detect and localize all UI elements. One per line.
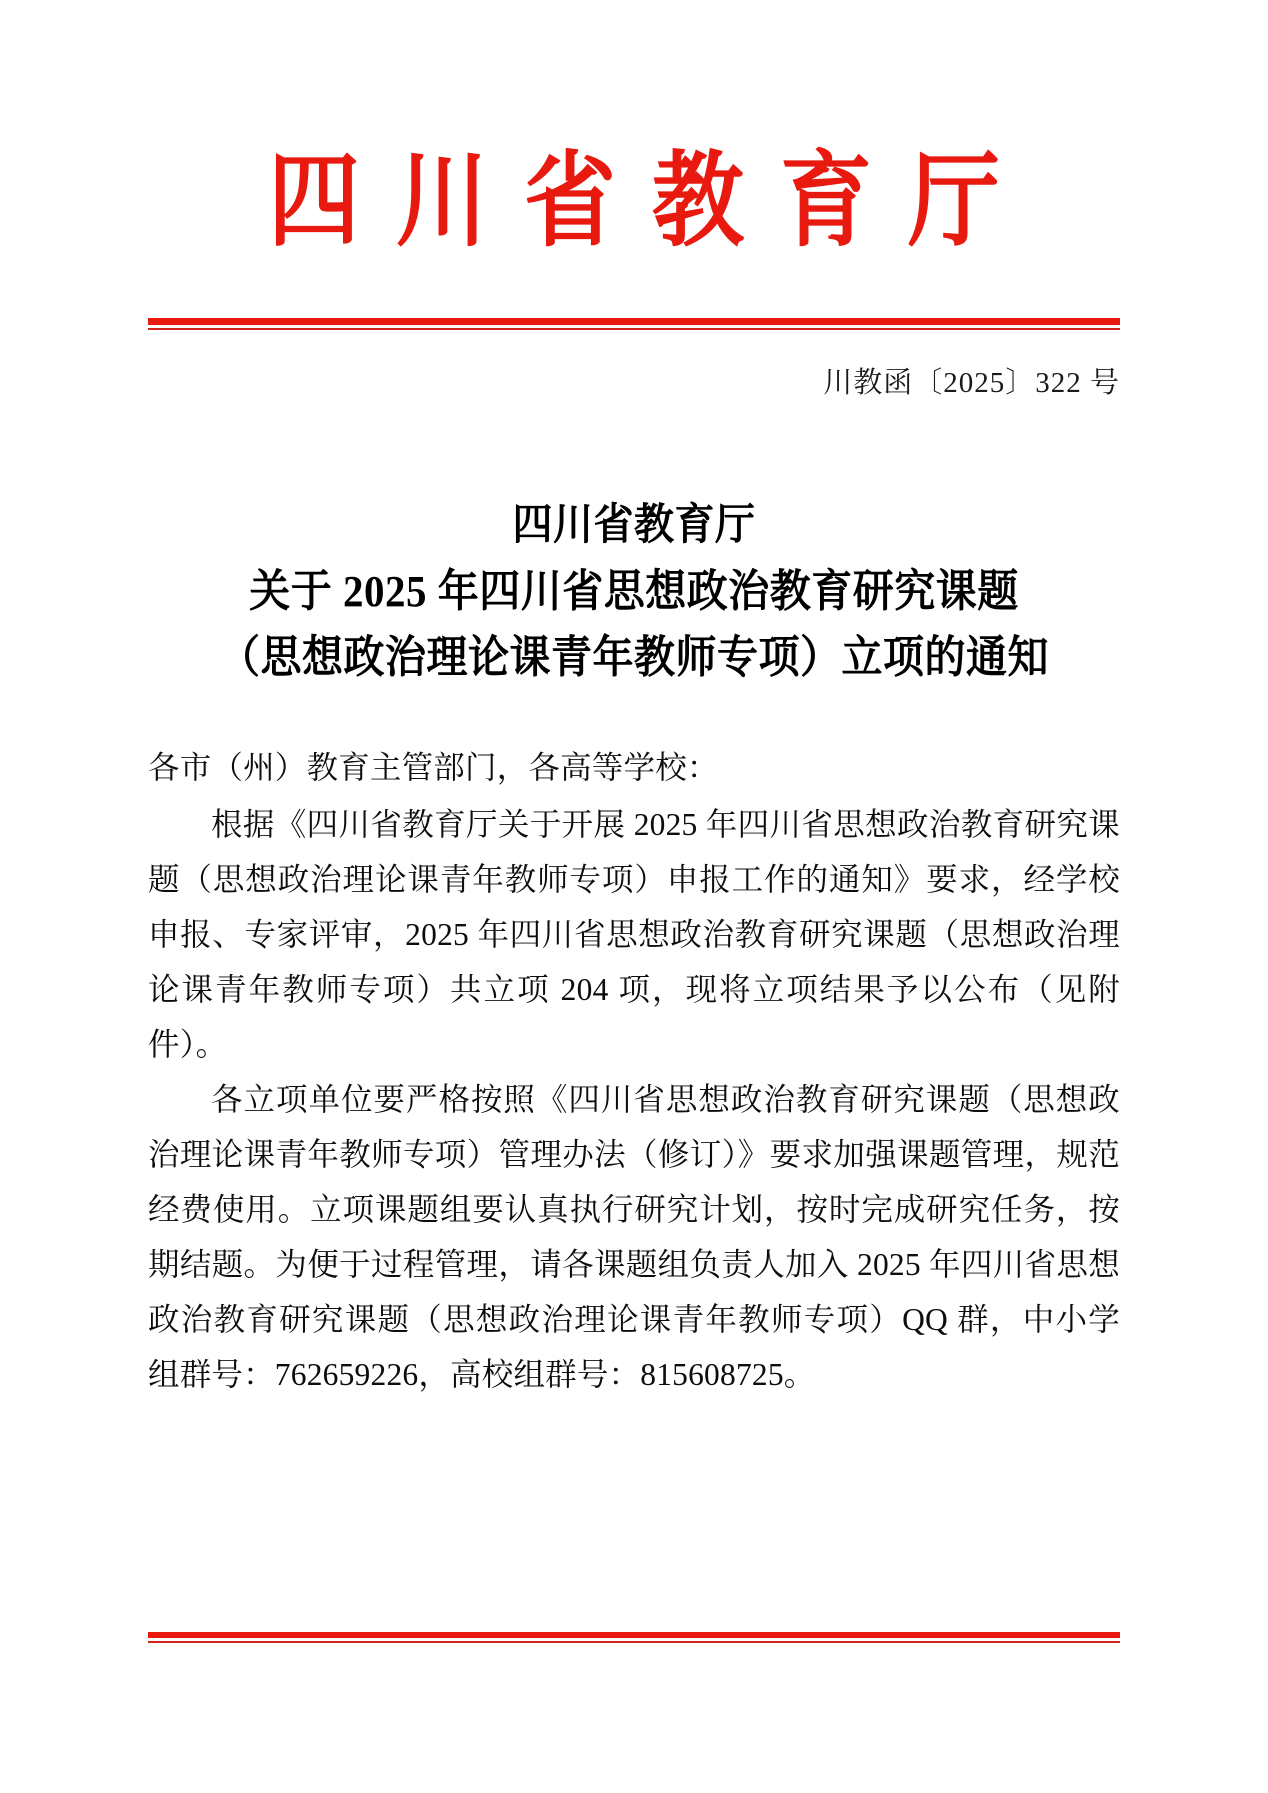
header-red-rule (148, 318, 1120, 330)
document-body (148, 740, 1120, 1402)
red-rule-thick-bar (148, 318, 1120, 325)
body-paragraph-1: 根据《四川省教育厅关于开展 2025 年四川省思想政治教育研究课题（思想政治理论课青年教师专项）申报工作的通知》要求，经学校申报、专家评审，2025 年四川省思想政治教育研究课题（思想政治理论课青年教师专项）共立项 204 项，现将立项结果予以公布（见附件）。 (148, 807, 1120, 1062)
document-number: 川教函〔2025〕322 号 (823, 367, 1120, 399)
document-title-block (150, 492, 1118, 690)
footer-red-rule-thin-bar (148, 1641, 1120, 1643)
masthead-agency-name: 四川省教育厅 (267, 144, 1036, 259)
body-paragraph-2: 各立项单位要严格按照《四川省思想政治教育研究课题（思想政治理论课青年教师专项）管理办法（修订）》要求加强课题管理，规范经费使用。立项课题组要认真执行研究计划，按时完成研究任务，按期结题。为便于过程管理，请各课题组负责人加入 2025 年四川省思想政治教育研究课题（思想政治理论课青年教师专项）QQ 群，中小学组群号：762659226，高校组群号：815608725。 (148, 1082, 1120, 1392)
footer-red-rule (148, 1632, 1120, 1643)
salutation-line: 各市（州）教育主管部门，各高等学校： (148, 750, 719, 785)
document-title-line-2: 关于 2025 年四川省思想政治教育研究课题 (249, 566, 1019, 616)
document-title-line-1: 四川省教育厅 (512, 500, 756, 549)
document-title-line-3: （思想政治理论课青年教师专项）立项的通知 (219, 632, 1049, 682)
red-rule-thin-bar (148, 328, 1120, 330)
masthead (0, 144, 1268, 259)
